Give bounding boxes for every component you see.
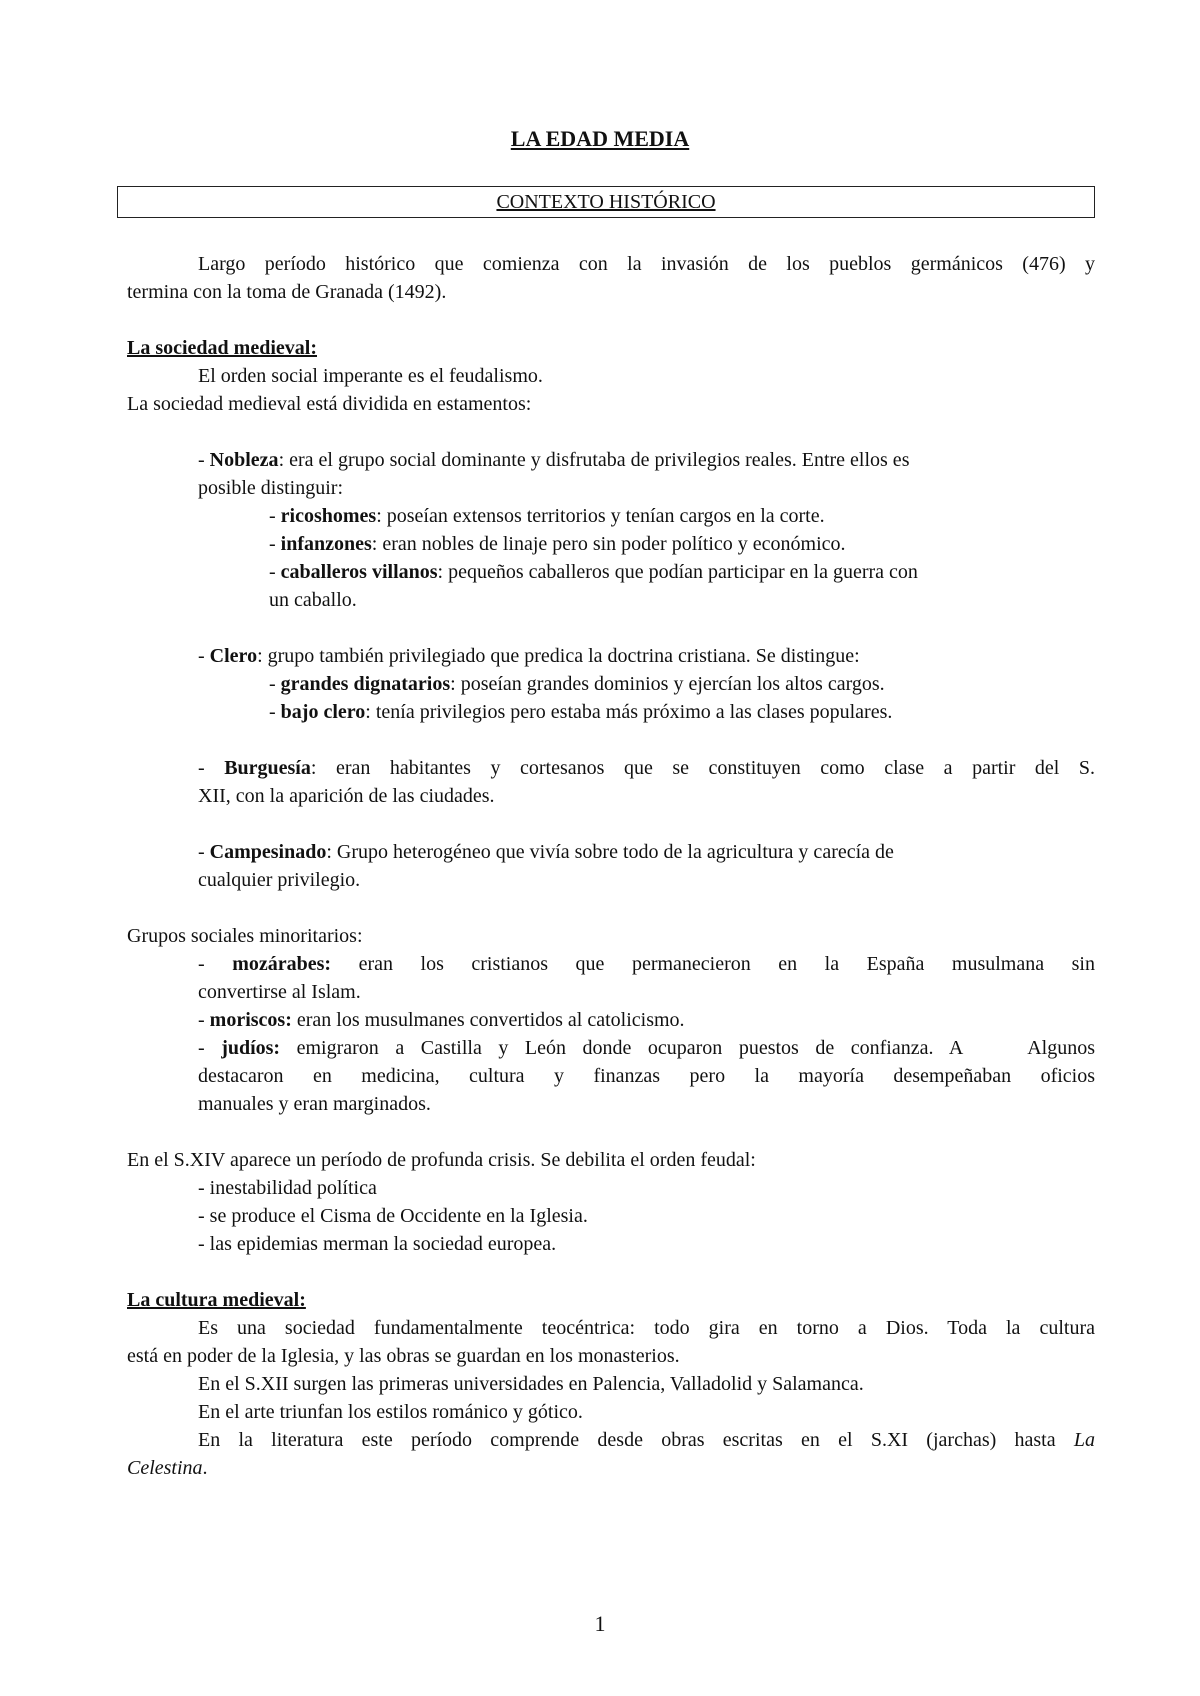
heading-cultura: La cultura medieval: [127, 1289, 306, 1311]
crisis-item: - las epidemias merman la sociedad europea. [198, 1233, 557, 1255]
clero-item-bajo: - bajo clero: tenía privilegios pero estaba más próximo a las clases populares. [269, 701, 893, 723]
sociedad-p2: La sociedad medieval está dividida en estamentos: [127, 393, 532, 415]
campesinado-line-2: cualquier privilegio. [198, 869, 361, 891]
burguesia-line-2: XII, con la aparición de las ciudades. [198, 785, 495, 807]
heading-sociedad: La sociedad medieval: [127, 337, 317, 359]
cultura-p2: En el S.XII surgen las primeras universidades en Palencia, Valladolid y Salamanca. [198, 1373, 864, 1395]
intro-line-2: termina con la toma de Granada (1492). [127, 281, 447, 303]
minoritarios-intro: Grupos sociales minoritarios: [127, 925, 363, 947]
clero-item-grandes: - grandes dignatarios: poseían grandes dominios y ejercían los altos cargos. [269, 673, 885, 695]
judios-line-3: manuales y eran marginados. [198, 1093, 431, 1115]
nobleza-line-2: posible distinguir: [198, 477, 343, 499]
mozarabes-line-1: - mozárabes: eran los cristianos que permanecieron en la España musulmana sin [198, 953, 1095, 975]
section-box-label: CONTEXTO HISTÓRICO [496, 191, 716, 213]
judios-line-2: destacaron en medicina, cultura y finanzas pero la mayoría desempeñaban oficios [198, 1065, 1095, 1087]
nobleza-item-caballeros-cont: un caballo. [269, 589, 357, 611]
cultura-p3: En el arte triunfan los estilos románico y gótico. [198, 1401, 583, 1423]
section-box-contexto [117, 186, 1095, 218]
crisis-item: - se produce el Cisma de Occidente en la Iglesia. [198, 1205, 588, 1227]
nobleza-item-infanzones: - infanzones: eran nobles de linaje pero sin poder político y económico. [269, 533, 846, 555]
page-number: 1 [594, 1611, 606, 1636]
nobleza-item-ricoshomes: - ricoshomes: poseían extensos territorios y tenían cargos en la corte. [269, 505, 825, 527]
cultura-p4-line-2: Celestina. [127, 1457, 208, 1479]
sociedad-p1: El orden social imperante es el feudalismo. [198, 365, 543, 387]
moriscos-line: - moriscos: eran los musulmanes convertidos al catolicismo. [198, 1009, 685, 1031]
crisis-intro: En el S.XIV aparece un período de profunda crisis. Se debilita el orden feudal: [127, 1149, 756, 1171]
crisis-item: - inestabilidad política [198, 1177, 377, 1199]
cultura-p1-line-1: Es una sociedad fundamentalmente teocéntrica: todo gira en torno a Dios. Toda la cultura [198, 1317, 1095, 1339]
judios-line-1: - judíos: emigraron a Castilla y León donde ocuparon puestos de confianza. A Algunos [198, 1037, 1095, 1059]
clero-line-1: - Clero: grupo también privilegiado que predica la doctrina cristiana. Se distingue: [198, 645, 860, 667]
mozarabes-line-2: convertirse al Islam. [198, 981, 361, 1003]
burguesia-line-1: - Burguesía: eran habitantes y cortesanos que se constituyen como clase a partir del S. [198, 757, 1095, 779]
intro-line-1: Largo período histórico que comienza con la invasión de los pueblos germánicos (476) y [198, 253, 1095, 275]
cultura-p1-line-2: está en poder de la Iglesia, y las obras se guardan en los monasterios. [127, 1345, 680, 1367]
campesinado-line-1: - Campesinado: Grupo heterogéneo que vivía sobre todo de la agricultura y carecía de [198, 841, 894, 863]
document-title: LA EDAD MEDIA [510, 126, 690, 151]
cultura-p4-line-1: En la literatura este período comprende desde obras escritas en el S.XI (jarchas) hasta La [198, 1429, 1096, 1451]
nobleza-line-1: - Nobleza: era el grupo social dominante y disfrutaba de privilegios reales. Entre ellos es [198, 449, 910, 471]
nobleza-item-caballeros: - caballeros villanos: pequeños caballeros que podían participar en la guerra con [269, 561, 918, 583]
